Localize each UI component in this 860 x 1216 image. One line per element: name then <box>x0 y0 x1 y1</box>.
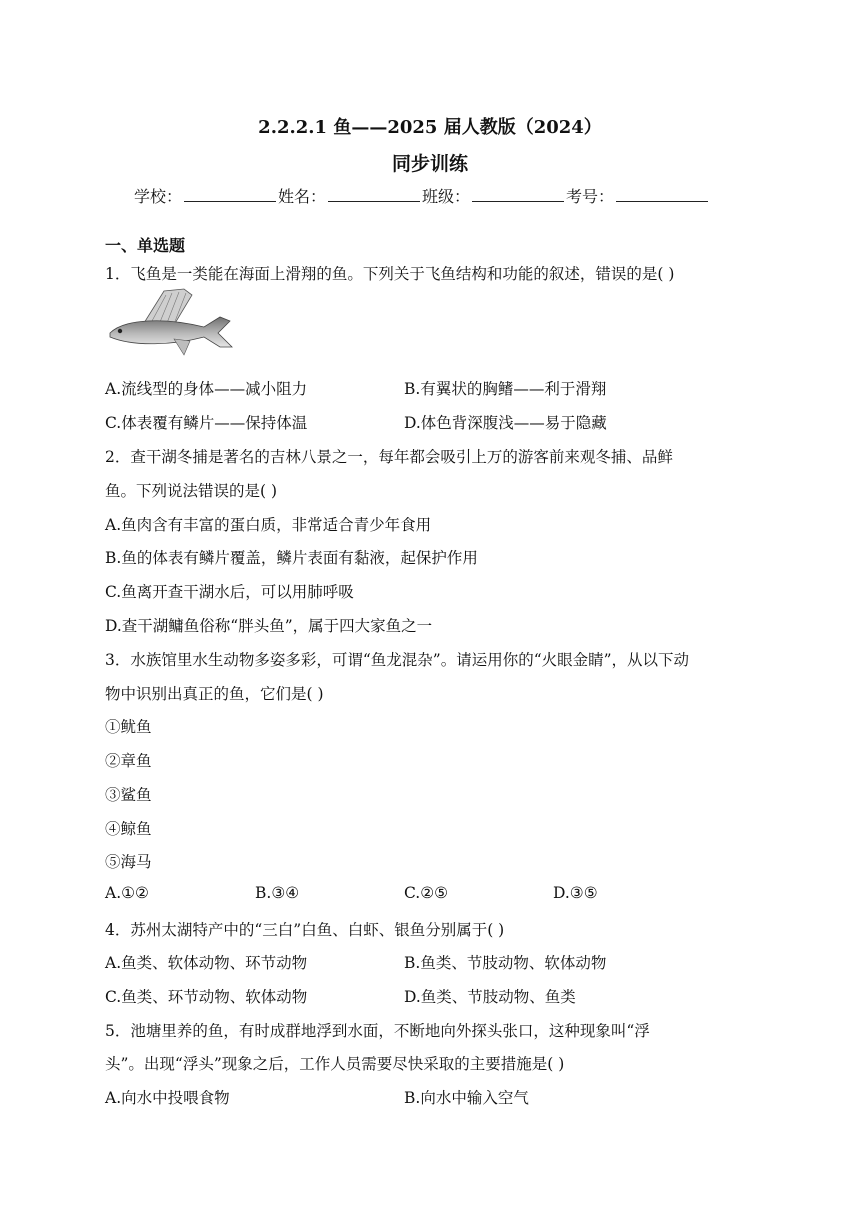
document-title: 2.2.2.1 鱼——2025 届人教版（2024） <box>258 117 602 138</box>
q3-item-4: ④鲸鱼 <box>105 820 152 838</box>
class-label: 班级： <box>422 187 471 206</box>
q3-item-5: ⑤海马 <box>105 853 152 871</box>
name-label: 姓名： <box>278 187 327 206</box>
q3-item-2: ②章鱼 <box>105 752 152 770</box>
exam-number-label: 考号： <box>566 187 615 206</box>
question-2-stem-line-1: 2．查干湖冬捕是著名的吉林八景之一，每年都会吸引上万的游客前来观冬捕、品鲜 <box>105 448 673 466</box>
flying-fish-icon <box>104 285 236 361</box>
section-heading: 一、单选题 <box>105 236 186 255</box>
q1-option-a: A.流线型的身体——减小阻力 <box>105 380 308 398</box>
question-4-stem: 4．苏州太湖特产中的“三白”白鱼、白虾、银鱼分别属于( ) <box>105 921 505 939</box>
school-blank[interactable] <box>184 185 276 202</box>
q3-option-d: D.③⑤ <box>553 884 598 902</box>
class-blank[interactable] <box>472 185 564 202</box>
q1-option-c: C.体表覆有鳞片——保持体温 <box>105 414 308 432</box>
q5-option-b: B.向水中输入空气 <box>404 1089 529 1107</box>
q2-option-c: C.鱼离开查干湖水后，可以用肺呼吸 <box>105 583 354 601</box>
q4-option-b: B.鱼类、节肢动物、软体动物 <box>404 954 607 972</box>
question-5-stem-line-1: 5．池塘里养的鱼，有时成群地浮到水面，不断地向外探头张口，这种现象叫“浮 <box>105 1022 650 1040</box>
q2-option-b: B.鱼的体表有鳞片覆盖，鳞片表面有黏液，起保护作用 <box>105 549 478 567</box>
q2-option-a: A.鱼肉含有丰富的蛋白质，非常适合青少年食用 <box>105 516 432 534</box>
student-info-row <box>134 184 710 207</box>
question-5-stem-line-2: 头”。出现“浮头”现象之后，工作人员需要尽快采取的主要措施是( ) <box>105 1055 565 1073</box>
question-2-stem-line-2: 鱼。下列说法错误的是( ) <box>105 482 278 500</box>
q3-option-b: B.③④ <box>255 884 300 902</box>
q4-option-d: D.鱼类、节肢动物、鱼类 <box>404 988 576 1006</box>
q4-option-a: A.鱼类、软体动物、环节动物 <box>105 954 308 972</box>
name-blank[interactable] <box>328 185 420 202</box>
q4-option-c: C.鱼类、环节动物、软体动物 <box>105 988 308 1006</box>
question-3-stem-line-2: 物中识别出真正的鱼，它们是( ) <box>105 685 324 703</box>
q3-option-a: A.①② <box>105 884 149 902</box>
question-3-stem-line-1: 3．水族馆里水生动物多姿多彩，可谓“鱼龙混杂”。请运用你的“火眼金睛”，从以下动 <box>105 651 690 669</box>
q3-item-3: ③鲨鱼 <box>105 786 152 804</box>
school-label: 学校： <box>134 187 183 206</box>
question-1-stem: 1．飞鱼是一类能在海面上滑翔的鱼。下列关于飞鱼结构和功能的叙述，错误的是( ) <box>105 265 675 283</box>
document-subtitle: 同步训练 <box>391 153 468 175</box>
q1-option-b: B.有翼状的胸鳍——利于滑翔 <box>404 380 607 398</box>
q3-option-c: C.②⑤ <box>404 884 449 902</box>
q1-option-d: D.体色背深腹浅——易于隐藏 <box>404 414 607 432</box>
q3-item-1: ①鱿鱼 <box>105 718 152 736</box>
q2-option-d: D.查干湖鳙鱼俗称“胖头鱼”，属于四大家鱼之一 <box>105 617 433 635</box>
q5-option-a: A.向水中投喂食物 <box>105 1089 230 1107</box>
exam-number-blank[interactable] <box>616 185 708 202</box>
